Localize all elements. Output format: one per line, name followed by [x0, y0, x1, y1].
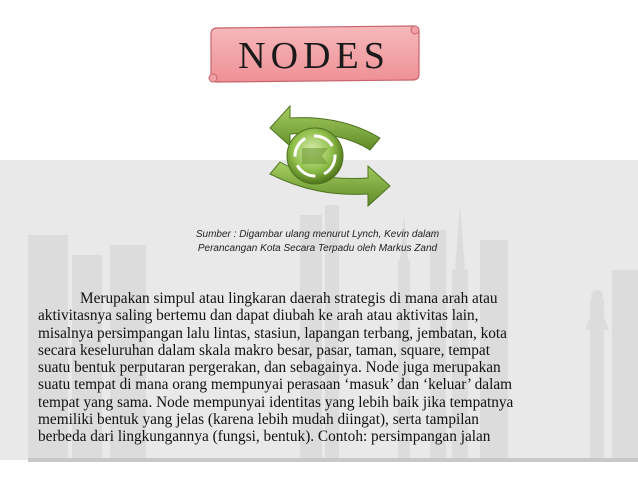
slide-title: NODES	[238, 35, 390, 77]
body-line: secara keseluruhan dalam skala makro besar, pasar, taman, square, tempat	[38, 341, 490, 359]
caption-line: Sumber : Digambar ulang menurut Lynch, Kevin dalam	[195, 229, 440, 240]
body-line: suatu bentuk perputaran pergerakan, dan sebagainya. Node juga merupakan	[38, 359, 501, 377]
body-line: Merupakan simpul atau lingkaran daerah strategis di mana arah atau	[80, 290, 498, 307]
body-line: tempat yang sama. Node mempunyai identitas yang lebih baik jika tempatnya	[38, 393, 514, 411]
image-caption	[120, 228, 515, 256]
body-paragraph	[38, 290, 600, 446]
body-line: suatu tempat di mana orang mempunyai perasaan ‘masuk’ dan ‘keluar’ dalam	[38, 376, 513, 394]
circular-arrows-icon	[230, 98, 400, 213]
body-line: berbeda dari lingkungannya (fungsi, bentuk). Contoh: persimpangan jalan	[38, 428, 491, 446]
body-line: aktivitasnya saling bertemu dan dapat diubah ke arah atau aktivitas lain,	[38, 307, 479, 325]
caption-line: Perancangan Kota Secara Terpadu oleh Markus Zand	[197, 243, 438, 254]
body-line: misalnya persimpangan lalu lintas, stasiun, lapangan terbang, jembatan, kota	[38, 324, 507, 342]
body-line: memiliki bentuk yang jelas (karena lebih mudah diingat), serta tampilan	[38, 411, 479, 429]
